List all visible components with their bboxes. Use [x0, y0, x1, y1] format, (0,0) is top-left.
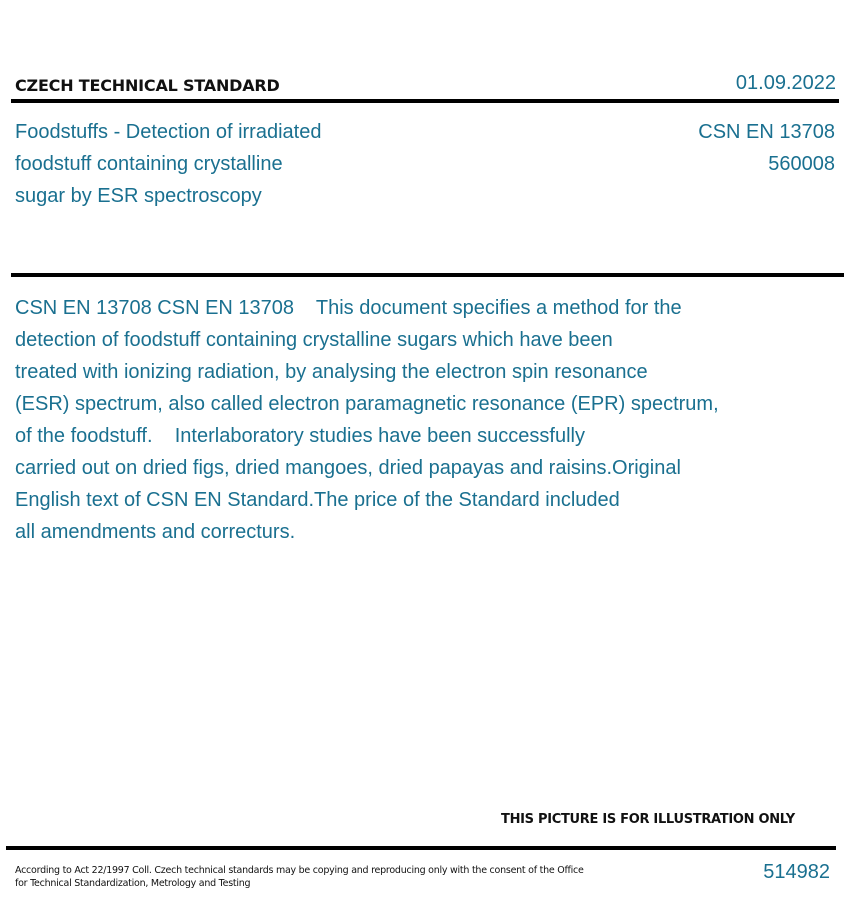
title-line: Foodstuffs - Detection of irradiated [15, 121, 322, 143]
publication-date: 01.09.2022 [735, 72, 836, 94]
description-line: of the foodstuff. Interlaboratory studies have been successfully [15, 425, 585, 447]
title-line: sugar by ESR spectroscopy [15, 185, 262, 207]
document-id: 514982 [763, 861, 830, 883]
legal-line: for Technical Standardization, Metrology and Testing [15, 878, 251, 889]
illustration-notice: THIS PICTURE IS FOR ILLUSTRATION ONLY [501, 812, 795, 827]
title-line: foodstuff containing crystalline [15, 153, 283, 175]
legal-line: According to Act 22/1997 Coll. Czech technical standards may be copying and reproducing only with the consent of the Office [15, 865, 584, 876]
standard-title [15, 116, 321, 212]
title-divider [11, 273, 844, 277]
description-line: carried out on dried figs, dried mangoes, dried papayas and raisins.Original [15, 457, 681, 479]
standard-description [15, 292, 719, 548]
description-line: all amendments and correcturs. [15, 521, 296, 543]
description-line: (ESR) spectrum, also called electron paramagnetic resonance (EPR) spectrum, [15, 393, 719, 415]
standard-number: CSN EN 13708 [698, 121, 835, 143]
description-line: English text of CSN EN Standard.The price of the Standard included [15, 489, 620, 511]
legal-notice [15, 864, 584, 890]
header-divider [11, 99, 839, 103]
standard-label: CZECH TECHNICAL STANDARD [15, 76, 280, 95]
description-line: CSN EN 13708 CSN EN 13708 This document specifies a method for the [15, 297, 682, 319]
standard-codes [698, 116, 835, 180]
description-line: detection of foodstuff containing crystalline sugars which have been [15, 329, 613, 351]
description-line: treated with ionizing radiation, by analysing the electron spin resonance [15, 361, 648, 383]
classification-number: 560008 [768, 153, 835, 175]
footer-divider [6, 846, 836, 850]
